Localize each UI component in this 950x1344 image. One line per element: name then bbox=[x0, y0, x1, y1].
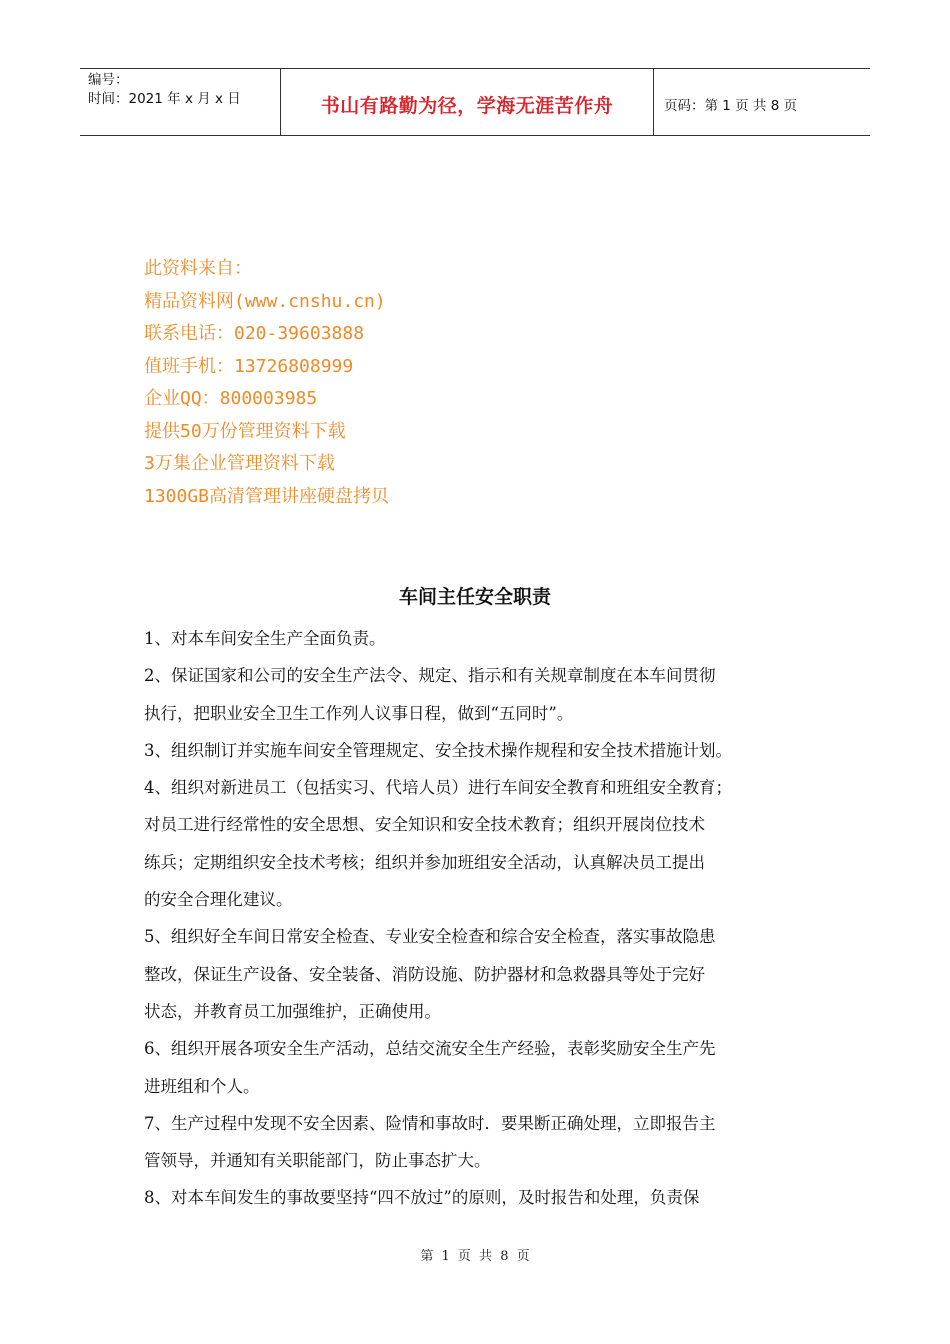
body-line: 状态，并教育员工加强维护，正确使用。 bbox=[144, 1001, 441, 1021]
source-line: 精品资料网(www.cnshu.cn) bbox=[144, 290, 386, 312]
page-footer: 第 1 页 共 8 页 bbox=[420, 1249, 530, 1264]
body-line: 1、对本车间安全生产全面负责。 bbox=[144, 629, 386, 648]
source-line: 值班手机：13726808999 bbox=[144, 355, 354, 377]
source-line: 企业QQ：800003985 bbox=[144, 388, 318, 409]
body-line: 4、组织对新进员工（包括实习、代培人员）进行车间安全教育和班组安全教育； bbox=[144, 778, 732, 798]
page-header bbox=[80, 68, 870, 136]
body-line: 3、组织制订并实施车间安全管理规定、安全技术操作规程和安全技术措施计划。 bbox=[144, 740, 732, 760]
header-meta-cell bbox=[80, 69, 281, 135]
body-line: 的安全合理化建议。 bbox=[144, 890, 293, 910]
source-line: 1300GB高清管理讲座硬盘拷贝 bbox=[144, 485, 390, 507]
body-line: 7、生产过程中发现不安全因素、险情和事故时．要果断正确处理，立即报告主 bbox=[144, 1113, 716, 1133]
source-line: 3万集企业管理资料下载 bbox=[144, 453, 335, 474]
body-line: 8、对本车间发生的事故要坚持“四不放过”的原则，及时报告和处理，负责保 bbox=[144, 1188, 700, 1208]
body-line: 执行，把职业安全卫生工作列人议事日程，做到“五同时”。 bbox=[144, 703, 574, 723]
serial-label: 编号： bbox=[88, 72, 129, 88]
document-body bbox=[144, 620, 809, 1217]
body-line: 练兵；定期组织安全技术考核；组织并参加班组安全活动，认真解决员工提出 bbox=[144, 852, 705, 872]
source-line: 提供50万份管理资料下载 bbox=[144, 420, 346, 442]
header-page-info: 页码：第 1 页 共 8 页 bbox=[664, 98, 798, 114]
body-line: 对员工进行经常性的安全思想、安全知识和安全技术教育；组织开展岗位技术 bbox=[144, 815, 705, 835]
document-title: 车间主任安全职责 bbox=[398, 586, 551, 608]
body-line: 6、组织开展各项安全生产活动，总结交流安全生产经验，表彰奖励安全生产先 bbox=[144, 1039, 716, 1059]
body-line: 5、组织好全车间日常安全检查、专业安全检查和综合安全检查，落实事故隐患 bbox=[144, 927, 716, 947]
source-line: 此资料来自： bbox=[144, 258, 252, 279]
source-info-block bbox=[144, 253, 389, 513]
source-line: 联系电话：020-39603888 bbox=[144, 323, 365, 344]
body-line: 进班组和个人。 bbox=[144, 1076, 260, 1096]
body-line: 整改，保证生产设备、安全装备、消防设施、防护器材和急救器具等处于完好 bbox=[144, 964, 705, 984]
body-line: 管领导，并通知有关职能部门，防止事态扩大。 bbox=[144, 1151, 491, 1171]
time-label: 时间：2021 年 x 月 x 日 bbox=[88, 91, 241, 107]
body-line: 2、保证国家和公司的安全生产法令、规定、指示和有关规章制度在本车间贯彻 bbox=[144, 666, 716, 686]
header-motto: 书山有路勤为径，学海无涯苦作舟 bbox=[281, 69, 654, 135]
